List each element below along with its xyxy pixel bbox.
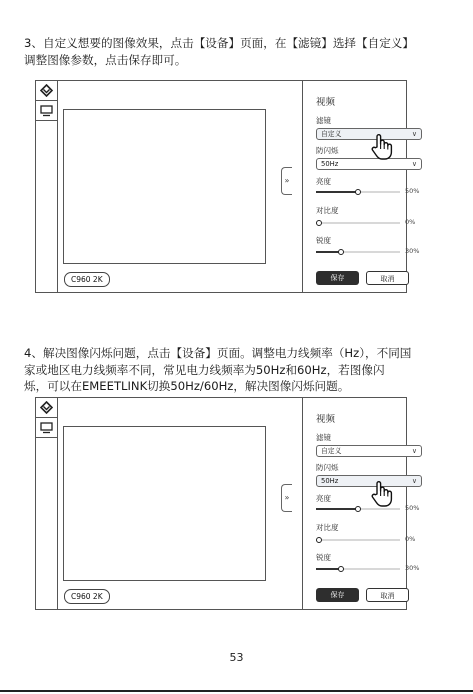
contrast-value: 0% [405,535,416,543]
step4-instructions [24,345,411,395]
side-toolbar [36,398,58,609]
step3-line-2: 调整图像参数，点击保存即可。 [24,52,187,67]
sharpness-value: 30% [405,247,420,255]
filter-select[interactable] [316,445,422,457]
brightness-label: 亮度 [316,177,331,186]
sharpness-value: 30% [405,564,420,572]
pointer-hand-icon [370,133,394,161]
device-icon [40,401,53,414]
chevron-down-icon: ∨ [411,130,417,138]
collapse-panel-button[interactable] [281,167,292,195]
flicker-select-value: 50Hz [321,160,339,168]
monitor-icon [40,105,53,117]
video-settings-panel [304,81,420,292]
filter-select-value: 自定义 [321,447,342,455]
model-badge: C960 2K [64,272,110,287]
sharpness-label: 锐度 [316,553,331,562]
device-tool-button[interactable] [36,398,57,418]
step4-line-3: 烁，可以在EMEETLINK切换50Hz/60Hz，解决图像闪烁问题。 [24,379,350,393]
panel-title: 视频 [316,97,336,108]
step4-line-1: 4、解决图像闪烁问题，点击【设备】页面。调整电力线频率（Hz），不同国 [24,346,412,360]
bottom-rule [0,690,473,692]
filter-select[interactable] [316,128,422,140]
sharpness-label: 锐度 [316,236,331,245]
contrast-label: 对比度 [316,523,339,532]
flicker-label: 防闪烁 [316,463,339,472]
monitor-icon [40,422,53,434]
preview-area [58,81,303,292]
chevron-down-icon: ∨ [411,160,417,168]
expand-arrow-icon: » [284,176,290,185]
brightness-value: 50% [405,504,420,512]
video-tool-button[interactable] [36,418,57,438]
brightness-slider[interactable] [316,189,400,195]
flicker-select[interactable] [316,158,422,170]
contrast-value: 0% [405,218,416,226]
filter-label: 滤镜 [316,116,331,125]
brightness-label: 亮度 [316,494,331,503]
collapse-panel-button[interactable] [281,484,292,512]
page-number: 53 [229,651,244,664]
cancel-button[interactable]: 取消 [366,588,409,602]
flicker-label: 防闪烁 [316,146,339,155]
cancel-button[interactable]: 取消 [366,271,409,285]
save-button[interactable]: 保存 [316,271,359,285]
chevron-down-icon: ∨ [411,447,417,455]
step3-line-1: 3、自定义想要的图像效果，点击【设备】页面，在【滤镜】选择【自定义】 [24,36,414,50]
chevron-down-icon: ∨ [411,477,417,485]
sharpness-slider[interactable] [316,249,400,255]
video-tool-button[interactable] [36,101,57,121]
flicker-select[interactable] [316,475,422,487]
settings-screenshot-filter [35,80,420,293]
settings-screenshot-flicker [35,397,420,610]
flicker-select-value: 50Hz [321,477,339,485]
filter-label: 滤镜 [316,433,331,442]
save-button[interactable]: 保存 [316,588,359,602]
brightness-value: 50% [405,187,420,195]
device-icon [40,84,53,97]
filter-select-value: 自定义 [321,130,342,138]
contrast-slider[interactable] [316,220,400,226]
panel-title: 视频 [316,414,336,425]
pointer-hand-icon [370,480,394,508]
step4-line-2: 家或地区电力线频率不同，常见电力线频率为50Hz和60Hz，若图像闪 [24,362,385,377]
sharpness-slider[interactable] [316,566,400,572]
camera-preview [63,426,266,581]
model-badge: C960 2K [64,589,110,604]
expand-arrow-icon: » [284,493,290,502]
preview-area [58,398,303,609]
contrast-label: 对比度 [316,206,339,215]
side-toolbar [36,81,58,292]
contrast-slider[interactable] [316,537,400,543]
camera-preview [63,109,266,264]
step3-instructions [24,35,414,68]
device-tool-button[interactable] [36,81,57,101]
